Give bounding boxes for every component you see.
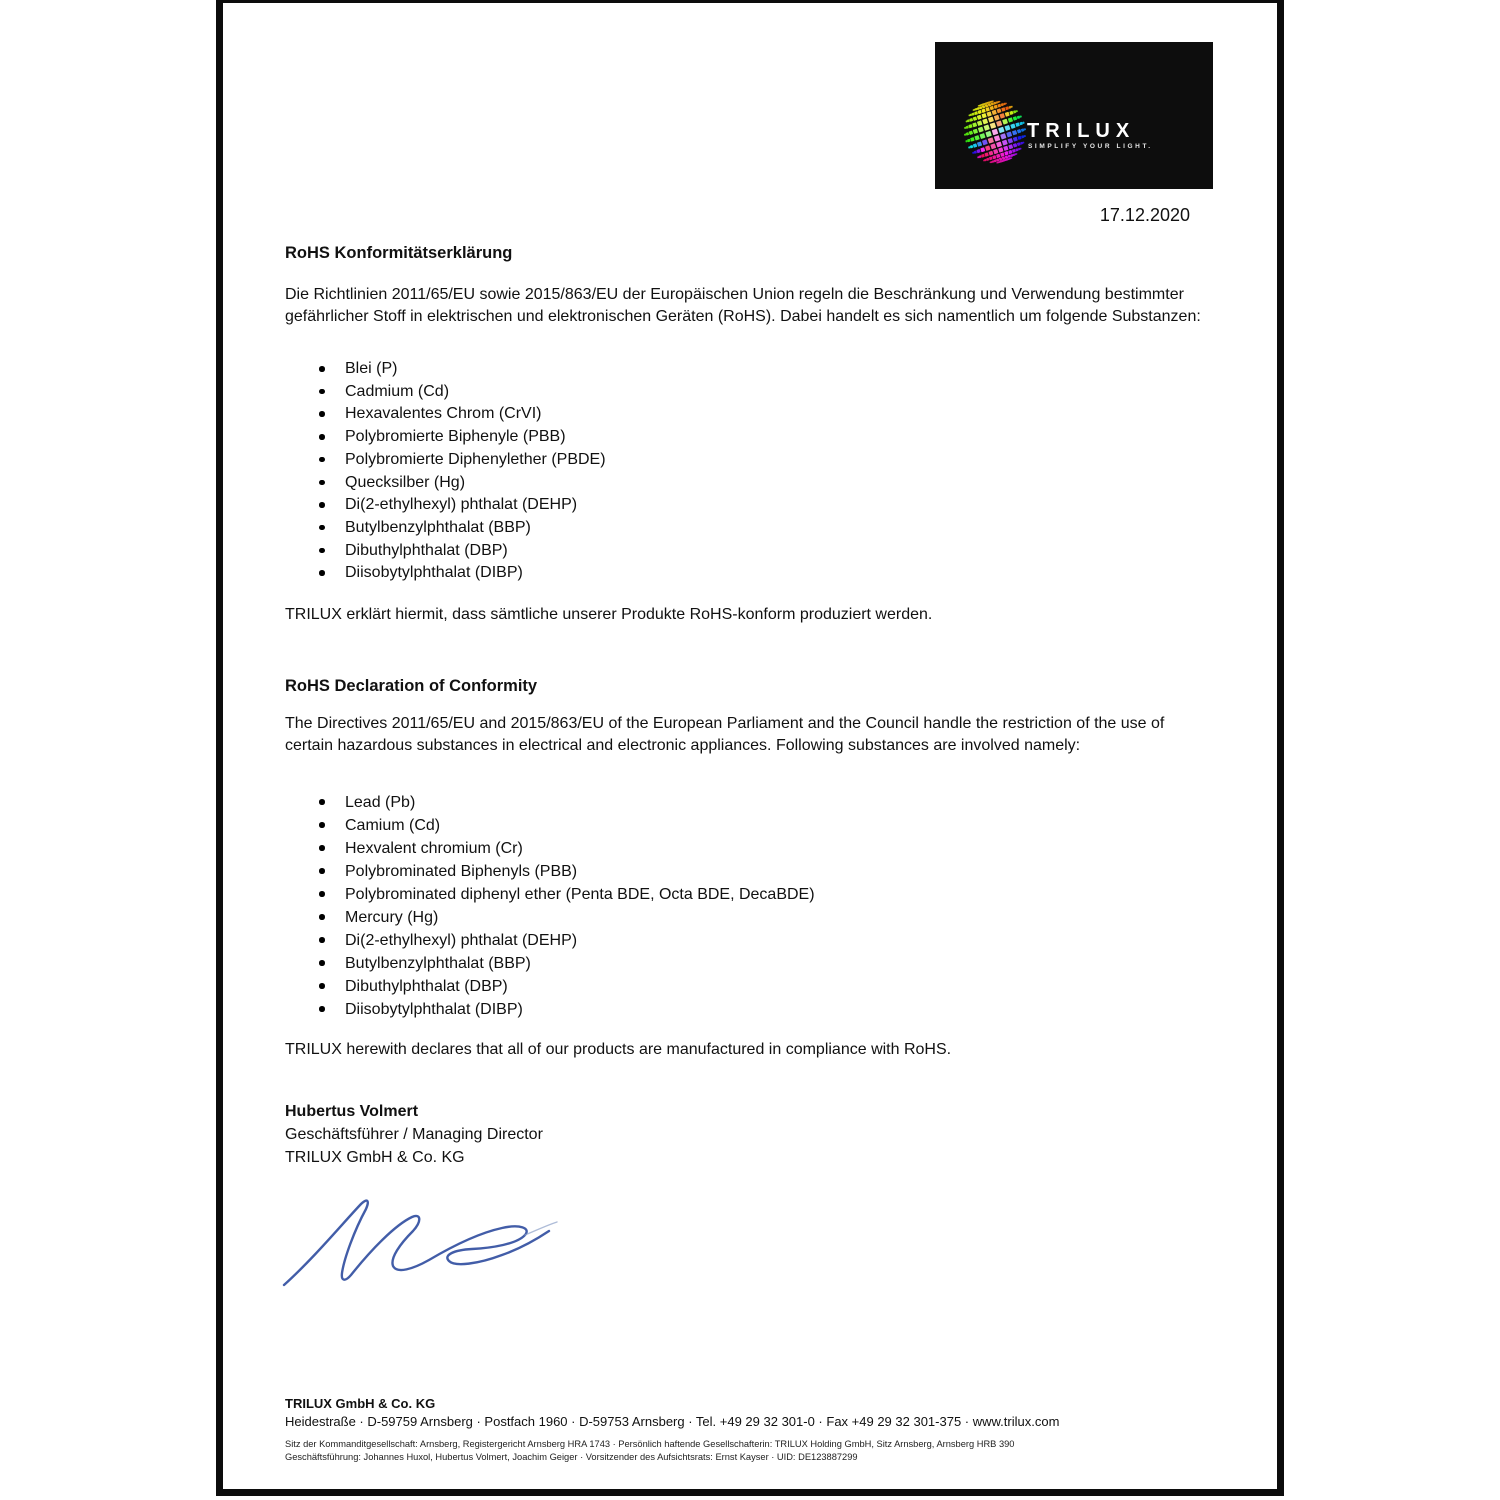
list-item: Polybromierte Diphenylether (PBDE): [318, 449, 606, 472]
trilux-logo: [935, 42, 1213, 189]
footer-legal: [285, 1438, 1014, 1463]
list-item: Butylbenzylphthalat (BBP): [318, 517, 606, 540]
footer-legal-line1: Sitz der Kommanditgesellschaft: Arnsberg, Registergericht Arnsberg HRA 1743 · Persönlich haftende Gesellschafterin: TRILUX Holding GmbH, Sitz Arnsberg, Arnsberg HRB 390: [285, 1439, 1015, 1449]
list-item: Hexvalent chromium (Cr): [318, 837, 815, 860]
signatory-block: [285, 1100, 543, 1169]
list-item: Polybrominated Biphenyls (PBB): [318, 860, 815, 883]
list-item: Hexavalentes Chrom (CrVI): [318, 403, 606, 426]
logo-tagline: SIMPLIFY YOUR LIGHT.: [1028, 143, 1153, 150]
german-substance-list: [318, 358, 606, 585]
list-item: Dibuthylphthalat (DBP): [318, 540, 606, 563]
list-item: Lead (Pb): [318, 791, 815, 814]
list-item: Diisobytylphthalat (DIBP): [318, 998, 815, 1021]
signatory-title: Geschäftsführer / Managing Director: [285, 1126, 543, 1143]
english-closing-statement: TRILUX herewith declares that all of our products are manufactured in compliance with RoHS.: [285, 1041, 952, 1058]
footer-address: Heidestraße · D-59759 Arnsberg · Postfach 1960 · D-59753 Arnsberg · Tel. +49 29 32 301-0 · Fax +49 29 32 301-375 · www.trilux.com: [285, 1414, 1060, 1429]
signatory-company: TRILUX GmbH & Co. KG: [285, 1149, 465, 1166]
logo-wordmark: TRILUX: [1027, 120, 1136, 142]
list-item: Diisobytylphthalat (DIBP): [318, 562, 606, 585]
english-heading: RoHS Declaration of Conformity: [285, 677, 538, 695]
list-item: Dibuthylphthalat (DBP): [318, 975, 815, 998]
list-item: Polybromierte Biphenyle (PBB): [318, 426, 606, 449]
german-closing-statement: TRILUX erklärt hiermit, dass sämtliche unserer Produkte RoHS-konform produziert werden.: [285, 606, 933, 623]
signatory-name: Hubertus Volmert: [285, 1103, 419, 1120]
list-item: Mercury (Hg): [318, 906, 815, 929]
footer-legal-line2: Geschäftsführung: Johannes Huxol, Hubertus Volmert, Joachim Geiger · Vorsitzender des Aufsichtsrats: Ernst Kayser · UID: DE123887299: [285, 1451, 858, 1462]
german-intro-paragraph: Die Richtlinien 2011/65/EU sowie 2015/863/EU der Europäischen Union regeln die Beschränkung und Verwendung bestimmter gefährlicher Stoff in elektrischen und elektronischen Geräten (RoHS). Dabei handelt es sich namentlich um folgende Substanzen:: [285, 286, 1201, 325]
list-item: Cadmium (Cd): [318, 381, 606, 404]
english-substance-list: [318, 791, 815, 1021]
list-item: Di(2-ethylhexyl) phthalat (DEHP): [318, 929, 815, 952]
document-date: 17.12.2020: [1099, 205, 1190, 225]
list-item: Butylbenzylphthalat (BBP): [318, 952, 815, 975]
list-item: Quecksilber (Hg): [318, 472, 606, 495]
german-heading: RoHS Konformitätserklärung: [285, 244, 513, 262]
list-item: Camium (Cd): [318, 814, 815, 837]
footer-company: TRILUX GmbH & Co. KG: [285, 1396, 436, 1411]
english-intro-paragraph: The Directives 2011/65/EU and 2015/863/EU of the European Parliament and the Council handle the restriction of the use of certain hazardous substances in electrical and electronic appliances. Following substances are involved namely:: [285, 715, 1165, 754]
handwritten-signature: [281, 1181, 581, 1296]
list-item: Blei (P): [318, 358, 606, 381]
list-item: Polybrominated diphenyl ether (Penta BDE, Octa BDE, DecaBDE): [318, 883, 815, 906]
document-page: [216, 0, 1284, 1496]
list-item: Di(2-ethylhexyl) phthalat (DEHP): [318, 494, 606, 517]
trilux-sphere-icon: [935, 42, 1213, 189]
